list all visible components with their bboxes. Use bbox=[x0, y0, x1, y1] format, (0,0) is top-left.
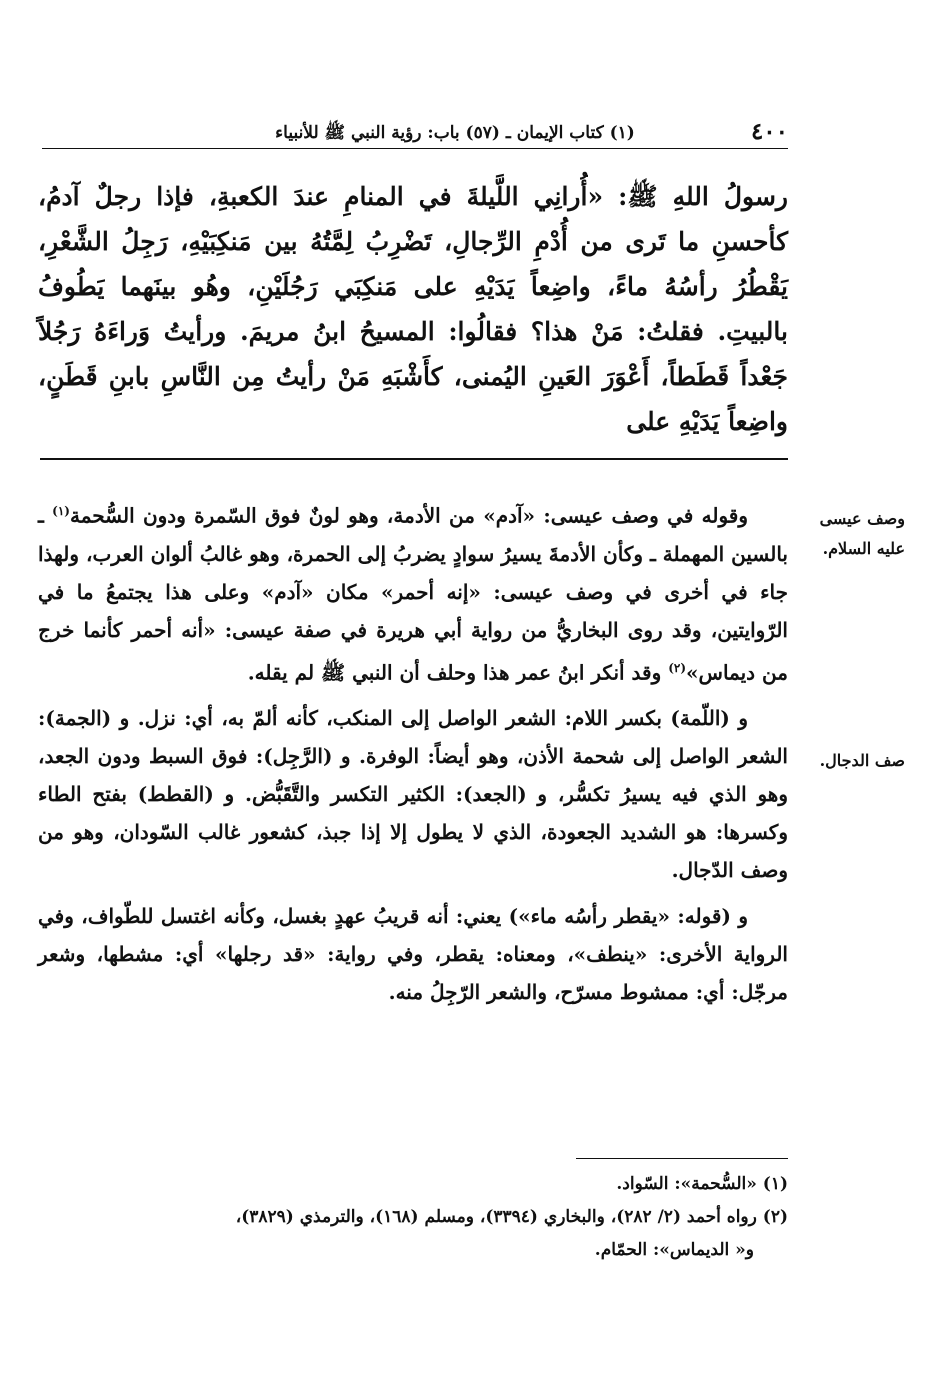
page-number: ٤٠٠ bbox=[750, 118, 788, 145]
section-divider bbox=[40, 458, 788, 460]
page-header bbox=[42, 118, 788, 149]
running-head: (١) كتاب الإيمان ـ (٥٧) باب: رؤية النبي ﷺ للأنبياء bbox=[275, 123, 635, 143]
commentary-text: وقد أنكر ابنُ عمر هذا وحلف أن النبي ﷺ لم يقله. bbox=[247, 660, 669, 685]
footnote-divider bbox=[576, 1158, 788, 1159]
hadith-paragraph: رسولُ اللهِ ﷺ: «أُرانِي اللَّيلةَ في المنامِ عندَ الكعبةِ، فإذا رجلٌ آدمُ، كأحسنِ ما تَرى من أُدْمِ الرِّجالِ، تَضْرِبُ لِمَّتُهُ بين مَنكِبَيْهِ، رَجِلُ الشَّعْرِ، يَقْطُرُ رأسُهُ ماءً، واضِعاً يَدَيْهِ على مَنكِبَي رَجُلَيْنِ، وهُو بينَهما يَطُوفُ بالبيتِ. فقلتُ: مَنْ هذا؟ فقالُوا: المسيحُ ابنُ مريمَ. ورأيتُ وَراءَهُ رَجُلاً جَعْداً قَطَطاً، أَعْوَرَ العَينِ اليُمنى، كأَشْبَهِ مَنْ رأيتُ مِن النَّاسِ بابنِ قَطَنٍ، واضِعاً يَدَيْهِ على bbox=[38, 182, 788, 436]
commentary-text: وقوله في وصف عيسى: «آدم» من الأدمة، وهو لونٌ فوق السّمرة ودون السُّحمة bbox=[69, 503, 748, 528]
commentary-paragraph-1 bbox=[38, 492, 788, 691]
commentary-text: ـ بالسين المهملة ـ وكأن الأدمةَ يسيرُ سوادٍ يضربُ إلى الحمرة، وهو غالبُ ألوان العرب، ولهذا جاء في أخرى في وصف عيسى: «إنه أحمر» مكان «آدم» وعلى هذا يجتمعُ ما في الرّوايتين، وقد روى البخاريُّ من رواية أبي هريرة في صفة عيسى: «أنه أحمر كأنما خرج من ديماس» bbox=[38, 503, 788, 685]
commentary-paragraph-3: و (قوله: «يقطر رأسُه ماء») يعني: أنه قريبُ عهدٍ بغسل، وكأنه اغتسل للطّواف، وفي الرواية الأخرى: «ينطف»، ومعناه: يقطر، وفي رواية: «قد رجلها» أي: مشطها، وشعر مرجّل: أي: ممشوط مسرّح، والشعر الرّجِلُ منه. bbox=[38, 904, 788, 1005]
footnote-ref-2: (٢) bbox=[668, 660, 687, 675]
commentary-paragraph-2: و (اللّمة) بكسر اللام: الشعر الواصل إلى المنكب، كأنه ألمّ به، أي: نزل. و (الجمة): الشعر الواصل إلى شحمة الأذن، وهو أيضاً: الوفرة. و (الرَّجِل): فوق السبط ودون الجعد، وهو الذي فيه يسيرُ تكسُّر، و (الجعد): الكثير التكسر والتَّقَبُّض. و (القطط) بفتح الطاء وكسرها: هو الشديد الجعودة، الذي لا يطول إلا إذا جبذ، كشعور غالب السّودان، وهو من وصف الدّجال. bbox=[38, 706, 788, 883]
footnote-2-continued: و« الديماس»: الحمّام. bbox=[594, 1240, 754, 1260]
footnotes-block bbox=[38, 1168, 788, 1267]
margin-note-description-of-dajjal: صف الدجال. bbox=[819, 751, 905, 770]
hadith-text-block bbox=[38, 174, 788, 444]
margin-note-description-of-isa: وصف عيسى عليه السلام. bbox=[819, 509, 905, 558]
commentary-block bbox=[38, 492, 788, 1019]
footnote-1: (١) «السُّحمة»: السّواد. bbox=[616, 1174, 788, 1194]
footnote-ref-1: (١) bbox=[52, 504, 70, 518]
footnote-2: (٢) رواه أحمد (٢/ ٢٨٢)، والبخاري (٣٣٩٤)، ومسلم (١٦٨)، والترمذي (٣٨٢٩)، bbox=[235, 1207, 788, 1227]
